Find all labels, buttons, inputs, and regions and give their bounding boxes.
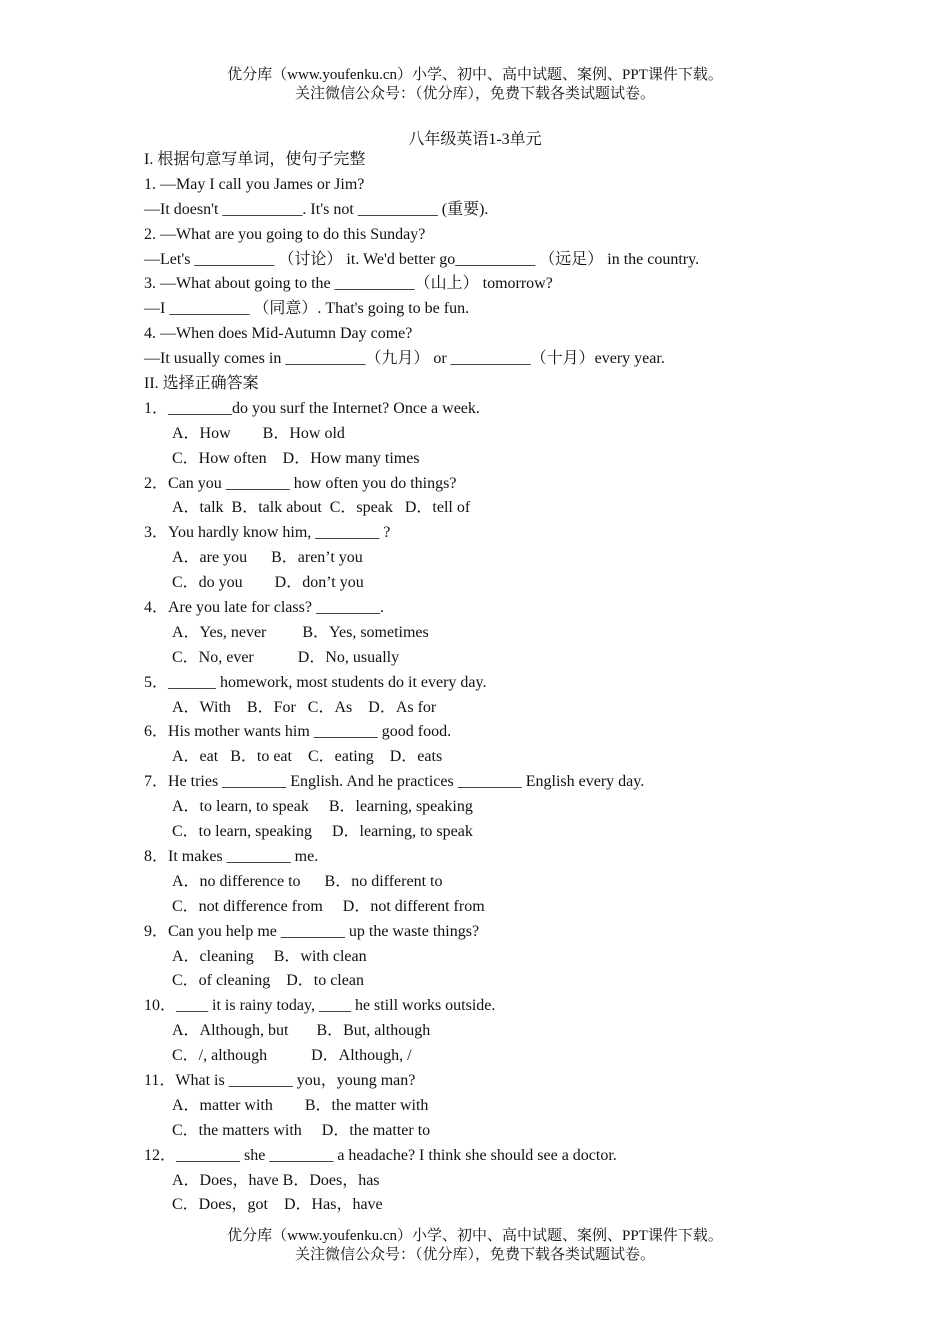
question-stem: 6．His mother wants him ________ good food. bbox=[144, 723, 452, 741]
question-stem: 1．________do you surf the Internet? Once a week. bbox=[144, 399, 480, 417]
question-stem: 11．What is ________ you，young man? bbox=[144, 1071, 416, 1089]
page-title: 八年级英语1-3单元 bbox=[408, 131, 542, 148]
fill-in-line: —It usually comes in __________（九月） or __________（十月）every year. bbox=[144, 350, 665, 368]
section-2-questions bbox=[144, 397, 864, 1218]
question-stem: 7．He tries ________ English. And he practices ________ English every day. bbox=[144, 773, 645, 791]
answer-options: A．Yes, never B．Yes, sometimes bbox=[172, 623, 429, 641]
header-line-2: 关注微信公众号：（优分库），免费下载各类试题试卷。 bbox=[294, 86, 655, 102]
question-stem: 8．It makes ________ me. bbox=[144, 847, 319, 865]
answer-options: A．are you B．aren’t you bbox=[172, 549, 363, 567]
question-stem: 5．______ homework, most students do it every day. bbox=[144, 673, 487, 691]
question-stem: 4．Are you late for class? ________. bbox=[144, 599, 384, 617]
answer-options: C．Does，got D．Has，have bbox=[172, 1196, 383, 1214]
section-2-heading: II. 选择正确答案 bbox=[144, 375, 259, 393]
fill-in-line: 1. —May I call you James or Jim? bbox=[144, 175, 365, 193]
answer-options: C．of cleaning D．to clean bbox=[172, 972, 364, 990]
fill-in-line: —I __________ （同意）. That's going to be fun. bbox=[144, 300, 470, 318]
answer-options: C．the matters with D．the matter to bbox=[172, 1121, 431, 1139]
answer-options: A．cleaning B．with clean bbox=[172, 947, 367, 965]
question-stem: 2．Can you ________ how often you do things? bbox=[144, 474, 457, 492]
fill-in-line: —It doesn't __________. It's not __________ (重要). bbox=[144, 200, 489, 218]
footer-line-1: 优分库（www.youfenku.cn）小学、初中、高中试题、案例、PPT课件下载。 bbox=[227, 1228, 723, 1244]
answer-options: A．talk B．talk about C．speak D．tell of bbox=[172, 499, 471, 517]
answer-options: C．to learn, speaking D．learning, to speak bbox=[172, 823, 473, 841]
answer-options: A．matter with B．the matter with bbox=[172, 1096, 429, 1114]
header-line-1: 优分库（www.youfenku.cn）小学、初中、高中试题、案例、PPT课件下载。 bbox=[227, 67, 723, 83]
section-1-heading: I. 根据句意写单词，使句子完整 bbox=[144, 151, 366, 168]
question-stem: 10．____ it is rainy today, ____ he still works outside. bbox=[144, 997, 496, 1015]
answer-options: A．no difference to B．no different to bbox=[172, 872, 443, 890]
question-stem: 9．Can you help me ________ up the waste things? bbox=[144, 922, 480, 940]
footer-line-2: 关注微信公众号：（优分库），免费下载各类试题试卷。 bbox=[294, 1247, 655, 1263]
section-1-lines bbox=[144, 173, 864, 372]
fill-in-line: —Let's __________ （讨论） it. We'd better go__________ （远足） in the country. bbox=[144, 250, 700, 268]
exam-content bbox=[144, 148, 864, 1218]
answer-options: A．to learn, to speak B．learning, speaking bbox=[172, 798, 473, 816]
page-header bbox=[0, 66, 950, 104]
fill-in-line: 3. —What about going to the __________（山上） tomorrow? bbox=[144, 275, 553, 293]
answer-options: A．Does，have B．Does，has bbox=[172, 1171, 380, 1189]
answer-options: C．/, although D．Although, / bbox=[172, 1047, 412, 1065]
answer-options: C．How often D．How many times bbox=[172, 449, 420, 467]
question-stem: 3．You hardly know him, ________ ? bbox=[144, 524, 391, 542]
fill-in-line: 4. —When does Mid-Autumn Day come? bbox=[144, 325, 413, 343]
fill-in-line: 2. —What are you going to do this Sunday? bbox=[144, 225, 426, 243]
answer-options: A．How B．How old bbox=[172, 424, 345, 442]
answer-options: A．Although, but B．But, although bbox=[172, 1022, 431, 1040]
answer-options: C．not difference from D．not different from bbox=[172, 897, 485, 915]
answer-options: C．do you D．don’t you bbox=[172, 574, 364, 592]
answer-options: C．No, ever D．No, usually bbox=[172, 648, 400, 666]
answer-options: A．eat B．to eat C．eating D．eats bbox=[172, 748, 443, 766]
answer-options: A．With B．For C．As D．As for bbox=[172, 698, 437, 716]
question-stem: 12．________ she ________ a headache? I think she should see a doctor. bbox=[144, 1146, 617, 1164]
page-footer bbox=[0, 1227, 950, 1265]
